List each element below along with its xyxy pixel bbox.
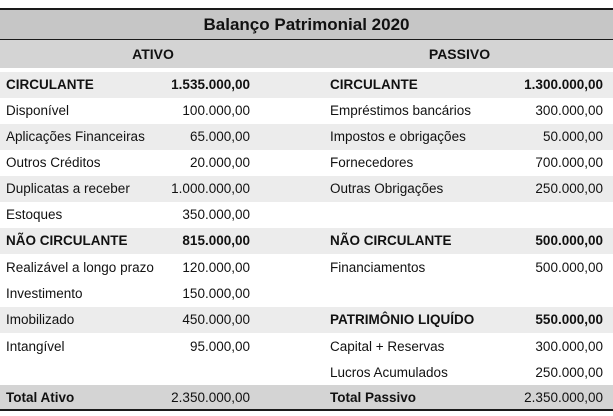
totals-row [0,385,613,411]
table-row [0,307,613,333]
left-value: 450.000,00 [182,312,250,327]
right-label: Capital + Reservas [330,339,445,354]
table-row [0,228,613,254]
left-value: 1.000.000,00 [171,181,250,196]
total-passivo-label: Total Passivo [330,390,417,405]
left-label: Estoques [6,207,63,222]
right-label: PATRIMÔNIO LIQUÍDO [330,312,475,327]
left-label: Outros Créditos [6,155,101,170]
right-value: 300.000,00 [535,339,603,354]
right-label: NÃO CIRCULANTE [330,233,452,248]
table-row [0,334,613,360]
ativo-header: ATIVO [0,40,306,68]
table-row [0,98,613,124]
right-value: 1.300.000,00 [524,77,603,92]
total-ativo-value: 2.350.000,00 [171,390,250,405]
table-row [0,281,613,307]
left-value: 1.535.000,00 [171,77,250,92]
passivo-header: PASSIVO [306,40,613,68]
left-value: 815.000,00 [182,233,250,248]
left-label: Imobilizado [6,312,75,327]
right-label: Lucros Acumulados [330,365,448,380]
right-label: Impostos e obrigações [330,129,466,144]
table-row [0,255,613,281]
left-label: Realizável a longo prazo [6,260,154,275]
sheet-title: Balanço Patrimonial 2020 [0,8,613,40]
left-value: 150.000,00 [182,286,250,301]
right-value: 250.000,00 [535,365,603,380]
right-label: CIRCULANTE [330,77,418,92]
right-label: Empréstimos bancários [330,103,472,118]
left-value: 20.000,00 [189,155,250,170]
table-row [0,360,613,386]
table-row [0,176,613,202]
left-label: Aplicações Financeiras [6,129,145,144]
left-label: Disponível [6,103,70,118]
left-value: 95.000,00 [189,339,250,354]
table-row [0,72,613,98]
table-row [0,150,613,176]
left-value: 65.000,00 [189,129,250,144]
left-label: CIRCULANTE [6,77,94,92]
right-value: 700.000,00 [535,155,603,170]
left-label: Investimento [6,286,83,301]
table-row [0,124,613,150]
left-value: 100.000,00 [182,103,250,118]
right-label: Outras Obrigações [330,181,444,196]
left-label: NÃO CIRCULANTE [6,233,128,248]
right-value: 250.000,00 [535,181,603,196]
right-value: 50.000,00 [542,129,603,144]
right-label: Fornecedores [330,155,414,170]
left-value: 350.000,00 [182,207,250,222]
table-row [0,202,613,228]
right-value: 500.000,00 [535,260,603,275]
left-label: Duplicatas a receber [6,181,130,196]
total-passivo-value: 2.350.000,00 [524,390,603,405]
left-label: Intangível [6,339,65,354]
left-value: 120.000,00 [182,260,250,275]
right-value: 300.000,00 [535,103,603,118]
right-label: Financiamentos [330,260,426,275]
total-ativo-label: Total Ativo [6,390,75,405]
right-value: 550.000,00 [535,312,603,327]
right-value: 500.000,00 [535,233,603,248]
